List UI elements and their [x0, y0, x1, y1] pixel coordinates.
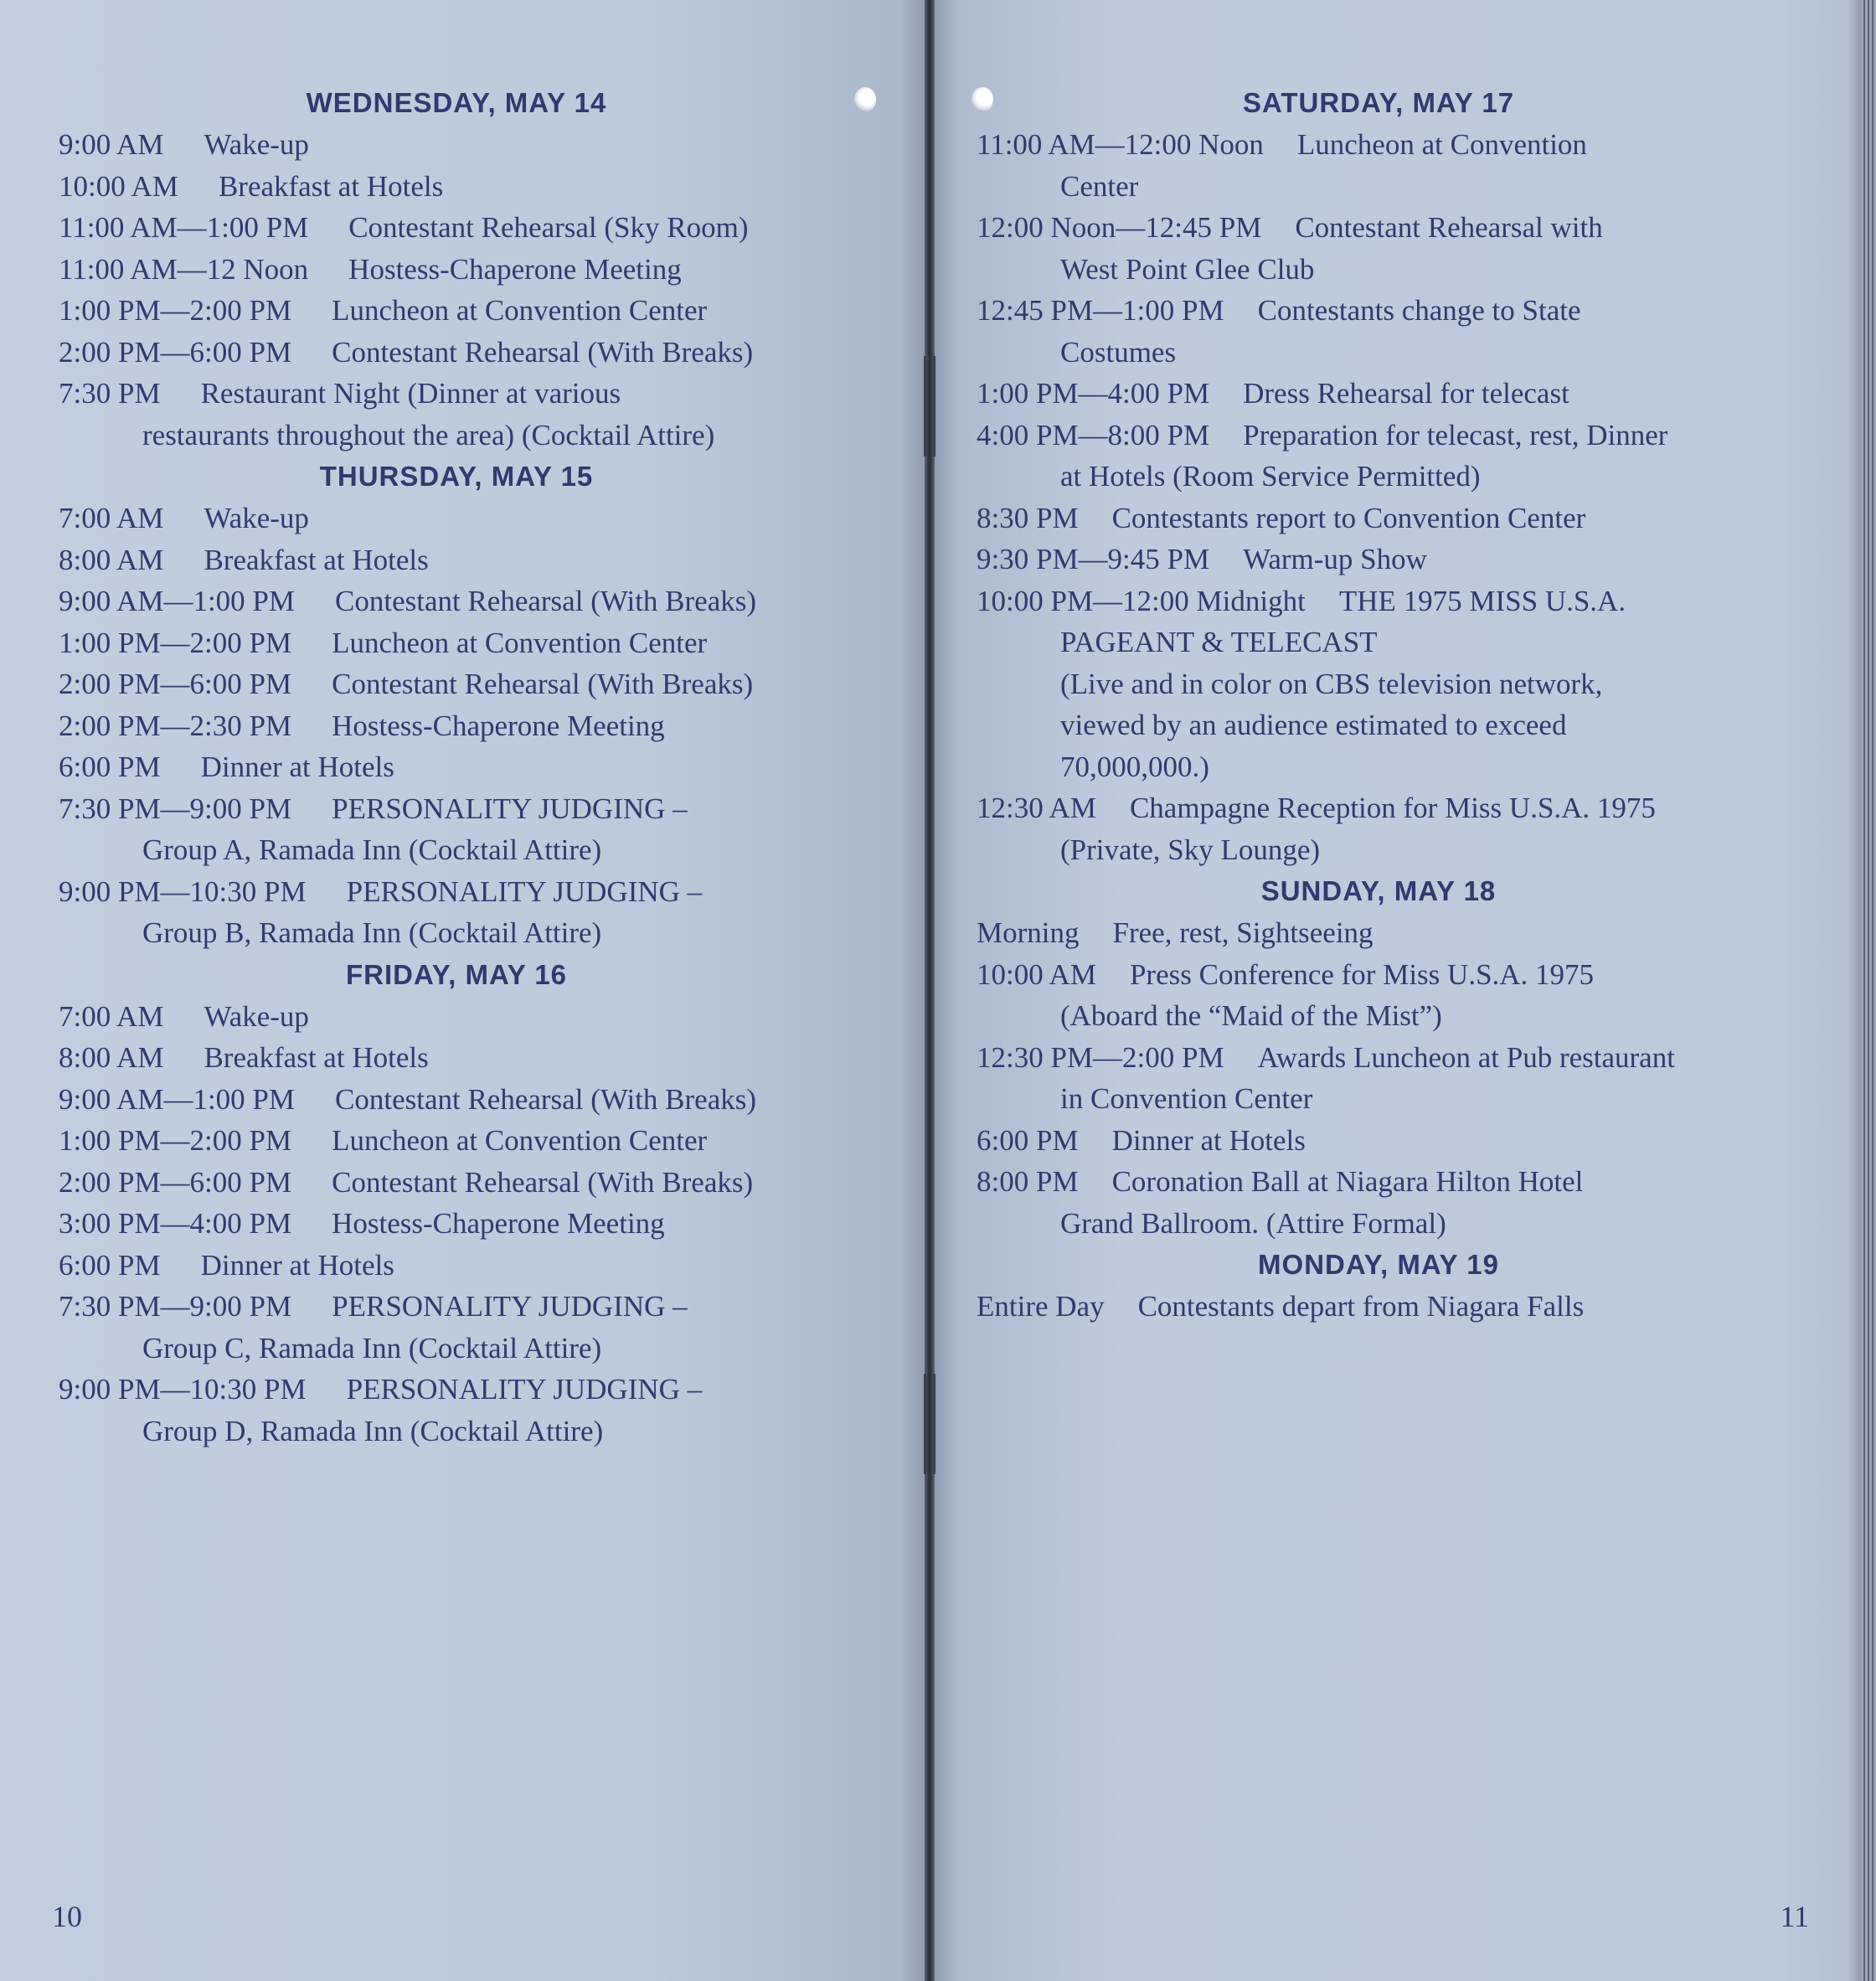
schedule-entry: [59, 622, 896, 664]
schedule-entry: [977, 580, 1831, 663]
schedule-entry: [977, 954, 1831, 1037]
entry-activity: Breakfast at Hotels: [204, 543, 429, 576]
entry-time: 9:00 AM—1:00 PM: [59, 585, 295, 617]
day-heading: THURSDAY, MAY 15: [319, 461, 594, 492]
entry-activity: Contestant Rehearsal (With Breaks): [335, 585, 757, 617]
entry-activity: Wake-up: [204, 999, 309, 1033]
schedule-entry: [59, 207, 896, 249]
entry-activity: Hostess-Chaperone Meeting: [332, 709, 665, 742]
entry-line: [977, 543, 1427, 575]
entry-time: 6:00 PM: [59, 751, 161, 783]
entry-time: 2:00 PM—6:00 PM: [59, 335, 292, 369]
entry-line: [59, 128, 309, 161]
entry-activity: PERSONALITY JUDGING –: [332, 1290, 688, 1323]
entry-time: Morning: [977, 916, 1080, 949]
entry-activity: Breakfast at Hotels: [218, 169, 444, 203]
day-section: [977, 870, 1831, 1244]
entry-time: 12:30 AM: [977, 792, 1096, 824]
entry-time: 3:00 PM—4:00 PM: [59, 1207, 292, 1240]
schedule-entry: [59, 580, 896, 622]
schedule-entry: [59, 1079, 896, 1121]
schedule-entry: [977, 1161, 1831, 1244]
entry-continuation: (Private, Sky Lounge): [1060, 833, 1321, 866]
entry-line: [977, 502, 1585, 534]
schedule-entry: [59, 746, 896, 788]
entry-line: [59, 1083, 756, 1116]
entry-time: 7:30 PM—9:00 PM: [59, 792, 292, 825]
entry-continuation: at Hotels (Room Service Permitted): [1060, 460, 1481, 493]
entry-time: 12:45 PM—1:00 PM: [977, 294, 1224, 327]
day-heading: WEDNESDAY, MAY 14: [306, 87, 607, 118]
entry-time: 1:00 PM—2:00 PM: [59, 294, 292, 327]
entry-time: 12:00 Noon—12:45 PM: [977, 211, 1262, 244]
day-section: [59, 456, 896, 954]
page-number-right: 11: [1780, 1900, 1809, 1933]
schedule-entry: [59, 166, 896, 208]
entry-time: Entire Day: [977, 1290, 1105, 1323]
entry-line: [59, 709, 665, 742]
right-schedule: [977, 82, 1831, 1328]
schedule-entry: [977, 498, 1831, 539]
left-schedule: [59, 82, 896, 1452]
entry-activity: Free, rest, Sightseeing: [1112, 916, 1374, 949]
entry-line: [977, 958, 1594, 991]
schedule-entry: [977, 207, 1831, 290]
entry-activity: Contestant Rehearsal (With Breaks): [332, 1165, 754, 1199]
schedule-entry: [59, 871, 896, 954]
schedule-entry: [59, 498, 896, 539]
entry-activity: Contestant Rehearsal (Sky Room): [348, 211, 749, 244]
schedule-entry: [59, 1037, 896, 1079]
entry-activity: Hostess-Chaperone Meeting: [332, 1207, 665, 1240]
schedule-entry: [59, 249, 896, 291]
entry-time: 10:00 AM: [977, 957, 1096, 991]
entry-time: 4:00 PM—8:00 PM: [977, 418, 1210, 451]
schedule-entry: [59, 1203, 896, 1245]
binding-staple: [924, 1374, 935, 1474]
schedule-entry: [977, 663, 1831, 705]
entry-activity: PERSONALITY JUDGING –: [332, 792, 688, 825]
entry-activity: PERSONALITY JUDGING –: [346, 874, 703, 908]
schedule-entry: [59, 1120, 896, 1162]
entry-line: [59, 544, 429, 576]
entry-activity: Preparation for telecast, rest, Dinner: [1243, 418, 1668, 451]
page-number-left: 10: [52, 1900, 82, 1933]
schedule-entry: [977, 912, 1831, 954]
day-section: [59, 954, 896, 1452]
binding-gutter: [925, 0, 935, 1981]
entry-time: 9:30 PM—9:45 PM: [977, 543, 1210, 575]
entry-line: [59, 792, 688, 825]
entry-line: [977, 1041, 1675, 1074]
entry-line: [59, 211, 749, 244]
entry-activity: Dress Rehearsal for telecast: [1243, 377, 1569, 410]
entry-continuation: (Aboard the “Maid of the Mist”): [1060, 999, 1442, 1032]
entry-continuation: viewed by an audience estimated to exceed: [1060, 709, 1567, 741]
schedule-entry: [977, 746, 1831, 788]
entry-time: 12:30 PM—2:00 PM: [977, 1040, 1224, 1074]
entry-time: 11:00 AM—12 Noon: [59, 252, 309, 286]
entry-activity: Dinner at Hotels: [200, 751, 394, 783]
entry-activity: Dinner at Hotels: [1111, 1123, 1306, 1157]
punch-hole-right: [972, 87, 993, 112]
entry-time: 8:00 AM: [59, 1041, 164, 1074]
schedule-entry: [59, 539, 896, 581]
entry-line: [977, 1165, 1583, 1198]
entry-time: 7:00 AM: [59, 502, 164, 534]
entry-line: [977, 916, 1374, 949]
entry-continuation: restaurants throughout the area) (Cocktail Attire): [142, 418, 715, 451]
entry-activity: Awards Luncheon at Pub restaurant: [1257, 1040, 1675, 1074]
day-heading: SUNDAY, MAY 18: [1260, 875, 1497, 906]
entry-continuation: Center: [1060, 169, 1139, 203]
entry-time: 11:00 AM—12:00 Noon: [977, 128, 1264, 161]
entry-time: 9:00 AM: [59, 128, 164, 161]
schedule-entry: [59, 373, 896, 456]
entry-line: [59, 668, 753, 700]
entry-continuation: PAGEANT & TELECAST: [1060, 626, 1378, 658]
entry-continuation: Grand Ballroom. (Attire Formal): [1060, 1206, 1446, 1240]
day-heading: SATURDAY, MAY 17: [1242, 87, 1515, 118]
entry-line: [59, 170, 443, 203]
punch-hole-left: [854, 87, 876, 112]
entry-activity: Contestant Rehearsal (With Breaks): [335, 1082, 757, 1116]
entry-time: 6:00 PM: [59, 1248, 161, 1282]
schedule-entry: [977, 373, 1831, 415]
entry-activity: THE 1975 MISS U.S.A.: [1338, 584, 1626, 617]
entry-line: [59, 1373, 702, 1406]
entry-line: [59, 1041, 429, 1074]
schedule-entry: [977, 1120, 1831, 1162]
binding-staple: [924, 356, 935, 457]
entry-line: [59, 1249, 394, 1282]
entry-activity: Contestants report to Convention Center: [1111, 501, 1586, 534]
schedule-entry: [59, 705, 896, 747]
entry-activity: Breakfast at Hotels: [204, 1041, 429, 1074]
entry-time: 1:00 PM—2:00 PM: [59, 626, 292, 659]
entry-continuation: Group D, Ramada Inn (Cocktail Attire): [142, 1414, 604, 1447]
schedule-entry: [59, 1369, 896, 1452]
entry-activity: Contestants change to State: [1257, 294, 1581, 327]
entry-line: [977, 585, 1626, 617]
entry-activity: Luncheon at Convention Center: [332, 294, 708, 327]
entry-time: 10:00 PM—12:00 Midnight: [977, 584, 1306, 617]
entry-continuation: West Point Glee Club: [1060, 252, 1315, 286]
entry-line: [59, 751, 394, 783]
entry-time: 9:00 PM—10:30 PM: [59, 874, 307, 908]
schedule-entry: [59, 1162, 896, 1204]
entry-time: 1:00 PM—2:00 PM: [59, 1124, 292, 1157]
entry-activity: Press Conference for Miss U.S.A. 1975: [1129, 957, 1595, 991]
entry-time: 1:00 PM—4:00 PM: [977, 377, 1210, 410]
entry-line: [977, 128, 1587, 161]
schedule-entry: [59, 996, 896, 1038]
entry-line: [977, 419, 1667, 451]
entry-activity: Coronation Ball at Niagara Hilton Hotel: [1111, 1165, 1584, 1198]
entry-line: [59, 253, 682, 286]
day-heading: FRIDAY, MAY 16: [345, 958, 568, 990]
schedule-entry: [59, 663, 896, 705]
entry-time: 10:00 AM: [59, 169, 178, 203]
page-stack-edge: [1861, 0, 1876, 1981]
entry-line: [977, 294, 1581, 327]
entry-line: [59, 627, 707, 659]
entry-activity: Luncheon at Convention Center: [332, 626, 708, 659]
entry-time: 2:00 PM—6:00 PM: [59, 1165, 292, 1199]
schedule-entry: [977, 290, 1831, 373]
schedule-entry: [59, 124, 896, 166]
entry-activity: Luncheon at Convention: [1296, 128, 1587, 161]
entry-continuation: in Convention Center: [1060, 1082, 1313, 1115]
entry-line: [59, 1290, 688, 1323]
entry-time: 11:00 AM—1:00 PM: [59, 211, 309, 244]
entry-line: [59, 1000, 309, 1033]
entry-continuation: Group B, Ramada Inn (Cocktail Attire): [142, 916, 602, 949]
schedule-entry: [977, 704, 1831, 746]
schedule-entry: [59, 788, 896, 871]
entry-time: 7:30 PM—9:00 PM: [59, 1290, 292, 1323]
entry-time: 8:00 PM: [977, 1165, 1079, 1198]
entry-activity: Contestants depart from Niagara Falls: [1137, 1290, 1585, 1323]
entry-line: [977, 1124, 1306, 1157]
entry-activity: Dinner at Hotels: [200, 1248, 394, 1282]
entry-time: 7:30 PM: [59, 377, 161, 410]
entry-activity: Contestant Rehearsal with: [1295, 211, 1603, 244]
schedule-entry: [59, 1286, 896, 1369]
schedule-entry: [977, 539, 1831, 580]
entry-activity: Hostess-Chaperone Meeting: [348, 252, 682, 286]
day-section: [59, 82, 896, 456]
schedule-entry: [977, 1037, 1831, 1120]
day-section: [977, 82, 1831, 870]
entry-continuation: Group C, Ramada Inn (Cocktail Attire): [142, 1331, 602, 1365]
entry-activity: Champagne Reception for Miss U.S.A. 1975: [1129, 792, 1656, 824]
entry-line: [59, 294, 707, 327]
entry-time: 9:00 AM—1:00 PM: [59, 1082, 295, 1116]
day-heading: MONDAY, MAY 19: [1258, 1249, 1499, 1280]
entry-activity: Contestant Rehearsal (With Breaks): [332, 668, 754, 700]
entry-line: [977, 1290, 1584, 1323]
entry-time: 2:00 PM—2:30 PM: [59, 709, 292, 742]
entry-activity: Warm-up Show: [1243, 543, 1427, 575]
entry-line: [59, 1207, 665, 1240]
schedule-entry: [59, 1245, 896, 1287]
entry-activity: Wake-up: [204, 502, 309, 534]
entry-line: [59, 875, 702, 908]
schedule-entry: [977, 415, 1831, 498]
schedule-entry: [59, 290, 896, 332]
day-section: [977, 1244, 1831, 1328]
entry-line: [59, 585, 756, 617]
entry-time: 2:00 PM—6:00 PM: [59, 668, 292, 700]
entry-time: 6:00 PM: [977, 1123, 1079, 1157]
entry-time: 8:30 PM: [977, 501, 1079, 534]
entry-line: [59, 336, 753, 369]
entry-line: [977, 211, 1603, 244]
schedule-entry: [977, 124, 1831, 207]
entry-continuation: Group A, Ramada Inn (Cocktail Attire): [142, 833, 602, 866]
entry-activity: Contestant Rehearsal (With Breaks): [332, 335, 754, 369]
entry-activity: Luncheon at Convention Center: [332, 1124, 708, 1157]
entry-line: [59, 502, 309, 534]
entry-line: [977, 792, 1656, 824]
entry-line: [59, 1124, 707, 1157]
entry-continuation: 70,000,000.): [1060, 750, 1209, 783]
entry-line: [59, 377, 621, 410]
entry-line: [977, 377, 1569, 410]
entry-activity: Wake-up: [204, 128, 309, 161]
entry-time: 7:00 AM: [59, 999, 164, 1033]
entry-continuation: Costumes: [1060, 335, 1177, 369]
entry-activity: PERSONALITY JUDGING –: [346, 1373, 703, 1406]
entry-time: 8:00 AM: [59, 543, 164, 576]
entry-activity: Restaurant Night (Dinner at various: [200, 377, 621, 410]
entry-continuation: (Live and in color on CBS television network,: [1060, 667, 1603, 700]
entry-time: 9:00 PM—10:30 PM: [59, 1373, 307, 1406]
schedule-entry: [977, 787, 1831, 870]
right-page: [931, 0, 1876, 1981]
left-page: [0, 0, 928, 1981]
schedule-entry: [977, 1286, 1831, 1328]
schedule-entry: [59, 332, 896, 374]
entry-line: [59, 1166, 753, 1199]
